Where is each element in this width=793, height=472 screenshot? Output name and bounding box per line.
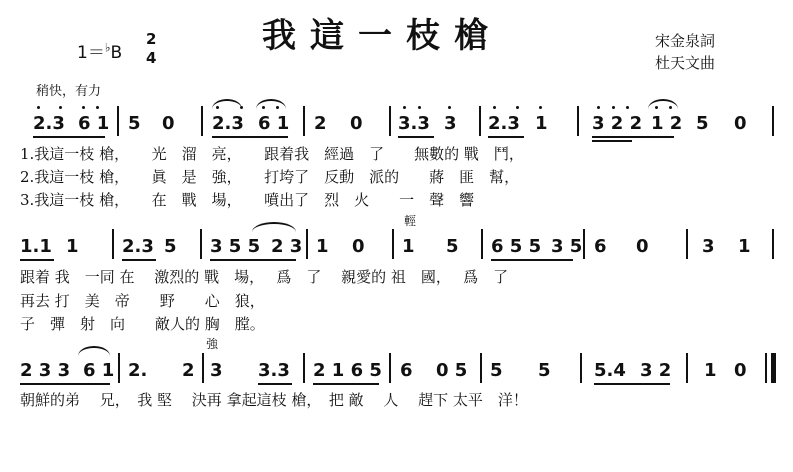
note: 5 bbox=[696, 113, 709, 134]
octave-dot bbox=[216, 106, 219, 109]
bar-line bbox=[202, 353, 204, 383]
note: 5 bbox=[538, 360, 551, 381]
octave-dot bbox=[403, 106, 406, 109]
note-group: 6 1 bbox=[83, 360, 115, 381]
slur bbox=[78, 346, 110, 356]
beam-underline bbox=[488, 136, 524, 138]
final-bar-thin bbox=[765, 353, 767, 383]
bar-line bbox=[392, 229, 394, 259]
octave-dot bbox=[669, 106, 672, 109]
note-group: 2 3 3 bbox=[20, 360, 71, 381]
octave-dot bbox=[597, 106, 600, 109]
note: 6 bbox=[400, 360, 413, 381]
octave-dot bbox=[59, 106, 62, 109]
bar-line bbox=[117, 106, 119, 136]
beam-underline bbox=[594, 383, 670, 385]
beam-underline bbox=[210, 259, 296, 261]
tempo-marking: 稍快，有力 bbox=[36, 84, 102, 99]
bar-line bbox=[306, 229, 308, 259]
note: 1 bbox=[738, 236, 751, 257]
beam-underline bbox=[592, 136, 674, 138]
slur bbox=[256, 99, 286, 109]
note: 2 bbox=[182, 360, 195, 381]
time-signature bbox=[146, 30, 156, 68]
key-note: B bbox=[110, 43, 123, 63]
bar-line bbox=[577, 106, 579, 136]
note: 5 bbox=[490, 360, 503, 381]
note: 2 bbox=[314, 113, 327, 134]
note-group: 3 5 bbox=[551, 236, 583, 257]
note-group: 2 3 bbox=[271, 236, 303, 257]
bar-line bbox=[686, 353, 688, 383]
note: 5 bbox=[446, 236, 459, 257]
note-group: 6 5 5 bbox=[491, 236, 542, 257]
beam-underline bbox=[33, 136, 105, 138]
octave-dot bbox=[539, 106, 542, 109]
note: 0 bbox=[350, 113, 363, 134]
beam-underline bbox=[258, 383, 292, 385]
note-group: 6 1 bbox=[258, 113, 290, 134]
beam-underline bbox=[122, 259, 156, 261]
bar-line bbox=[389, 106, 391, 136]
bar-line bbox=[583, 229, 585, 259]
beam-underline bbox=[20, 383, 110, 385]
bar-line bbox=[389, 353, 391, 383]
note-group: 3.3 bbox=[258, 360, 290, 381]
note: 0 bbox=[162, 113, 175, 134]
bar-line bbox=[686, 229, 688, 259]
time-top: 2 bbox=[146, 30, 157, 48]
bar-line bbox=[479, 106, 481, 136]
dynamic-mark: 強 bbox=[206, 337, 219, 351]
lyric-line: 3.我這一枝 槍， 在 戰 場， 噴出了 烈 火 一 聲 響 bbox=[20, 191, 475, 209]
octave-dot bbox=[262, 106, 265, 109]
note: 5 bbox=[128, 113, 141, 134]
note: 1 bbox=[402, 236, 415, 257]
beam-underline bbox=[212, 136, 288, 138]
bar-line bbox=[201, 106, 203, 136]
bar-line bbox=[112, 229, 114, 259]
note-group: 5.4 bbox=[594, 360, 626, 381]
note: 6 bbox=[594, 236, 607, 257]
octave-dot bbox=[37, 106, 40, 109]
bar-line bbox=[303, 353, 305, 383]
note: 5 bbox=[164, 236, 177, 257]
note: 1 bbox=[316, 236, 329, 257]
lyric-line: 跟着 我 一同 在 激烈的 戰 場， 爲 了 親愛的 祖 國， 爲 了 bbox=[20, 268, 509, 286]
note-group: 3 2 bbox=[640, 360, 672, 381]
flat-symbol: ♭ bbox=[104, 40, 111, 55]
composer: 杜天文曲 bbox=[655, 54, 716, 72]
note-group: 3 2 2 bbox=[592, 113, 643, 134]
octave-dot bbox=[612, 106, 615, 109]
lyric-line: 再去 打 美 帝 野 心 狼， bbox=[20, 292, 265, 310]
note: 3 bbox=[702, 236, 715, 257]
note: 0 bbox=[352, 236, 365, 257]
bar-line bbox=[200, 229, 202, 259]
bar-line bbox=[481, 229, 483, 259]
note-group: 1.1 bbox=[20, 236, 52, 257]
key-prefix: 1＝ bbox=[77, 43, 105, 63]
bar-line bbox=[118, 353, 120, 383]
beam-underline bbox=[313, 383, 379, 385]
octave-dot bbox=[516, 106, 519, 109]
note-group: 6 1 bbox=[78, 113, 110, 134]
octave-dot bbox=[418, 106, 421, 109]
octave-dot bbox=[655, 106, 658, 109]
dynamic-mark: 輕 bbox=[404, 214, 417, 228]
lyric-line: 朝鮮的弟 兄， 我 堅 決再 拿起這枝 槍， 把 敵 人 趕下 太平 洋！ bbox=[20, 391, 528, 409]
lyric-line: 子 彈 射 向 敵人的 胸 膛。 bbox=[20, 315, 265, 333]
note: 1 bbox=[66, 236, 79, 257]
lyric-line: 2.我這一枝 槍， 眞 是 強， 打垮了 反動 派的 蔣 匪 幫， bbox=[20, 168, 520, 186]
note: 1 bbox=[535, 113, 548, 134]
octave-dot bbox=[448, 106, 451, 109]
note: 2. bbox=[128, 360, 148, 381]
note: 3 bbox=[444, 113, 457, 134]
note-group: 1 2 bbox=[651, 113, 683, 134]
beam-underline bbox=[491, 259, 573, 261]
final-bar-thick bbox=[771, 353, 776, 383]
note: 0 bbox=[734, 113, 747, 134]
song-title: 我這一枝槍 bbox=[262, 16, 502, 56]
octave-dot bbox=[82, 106, 85, 109]
note: 1 bbox=[704, 360, 717, 381]
slur bbox=[252, 222, 296, 232]
note-group: 0 5 bbox=[436, 360, 468, 381]
bar-line bbox=[772, 229, 774, 259]
note: 0 bbox=[734, 360, 747, 381]
bar-line bbox=[580, 353, 582, 383]
bar-line bbox=[303, 106, 305, 136]
note-group: 2 1 6 5 bbox=[313, 360, 382, 381]
note: 0 bbox=[636, 236, 649, 257]
beam-underline bbox=[592, 140, 632, 142]
octave-dot bbox=[493, 106, 496, 109]
note-group: 3.3 bbox=[398, 113, 430, 134]
octave-dot bbox=[276, 106, 279, 109]
note-group: 2.3 bbox=[33, 113, 65, 134]
octave-dot bbox=[626, 106, 629, 109]
note-group: 2.3 bbox=[212, 113, 244, 134]
lyric-line: 1.我這一枝 槍， 光 溜 亮， 跟着我 經過 了 無數的 戰 鬥， bbox=[20, 145, 524, 163]
beam-underline bbox=[20, 259, 54, 261]
note-group: 3 5 5 bbox=[210, 236, 261, 257]
bar-line bbox=[480, 353, 482, 383]
time-bottom: 4 bbox=[146, 49, 157, 67]
beam-underline bbox=[398, 136, 434, 138]
note-group: 2.3 bbox=[488, 113, 520, 134]
octave-dot bbox=[96, 106, 99, 109]
note-group: 2.3 bbox=[122, 236, 154, 257]
octave-dot bbox=[240, 106, 243, 109]
slur bbox=[648, 99, 678, 109]
lyricist: 宋金泉詞 bbox=[655, 32, 716, 50]
key-signature bbox=[77, 38, 122, 63]
note: 3 bbox=[210, 360, 223, 381]
bar-line bbox=[772, 106, 774, 136]
